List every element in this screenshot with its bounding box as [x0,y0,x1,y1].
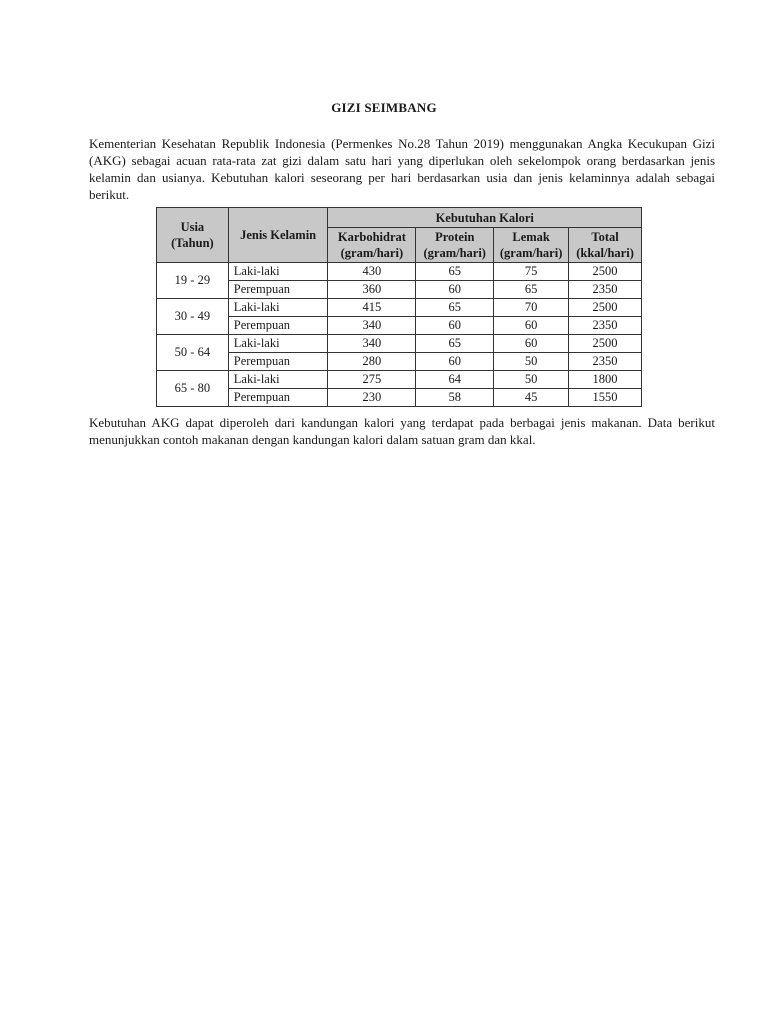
header-karbohidrat [328,228,416,263]
gender-cell: Laki-laki [228,299,328,317]
karbohidrat-cell: 430 [328,263,416,281]
header-jenis-kelamin: Jenis Kelamin [228,208,328,263]
karbohidrat-cell: 340 [328,317,416,335]
total-cell: 2500 [569,299,642,317]
karbohidrat-cell: 340 [328,335,416,353]
header-protein-label: Protein [435,230,475,244]
gender-cell: Perempuan [228,281,328,299]
karbohidrat-cell: 230 [328,389,416,407]
header-usia-label: Usia [180,220,205,234]
protein-cell: 65 [416,299,494,317]
table-row [157,389,642,407]
total-cell: 2350 [569,353,642,371]
lemak-cell: 70 [494,299,569,317]
gender-cell: Perempuan [228,389,328,407]
table-row [157,299,642,317]
total-cell: 1550 [569,389,642,407]
protein-cell: 60 [416,353,494,371]
lemak-cell: 45 [494,389,569,407]
lemak-cell: 65 [494,281,569,299]
header-karbohidrat-label: Karbohidrat [337,230,406,244]
lemak-cell: 75 [494,263,569,281]
usia-cell: 19 - 29 [157,263,229,299]
header-total-unit: (kkal/hari) [576,246,634,260]
total-cell: 2500 [569,263,642,281]
karbohidrat-cell: 275 [328,371,416,389]
akg-table [156,207,642,407]
table-row [157,371,642,389]
gender-cell: Laki-laki [228,335,328,353]
table-row [157,353,642,371]
lemak-cell: 60 [494,317,569,335]
usia-cell: 30 - 49 [157,299,229,335]
karbohidrat-cell: 280 [328,353,416,371]
total-cell: 2350 [569,281,642,299]
protein-cell: 60 [416,281,494,299]
usia-cell: 65 - 80 [157,371,229,407]
closing-paragraph: Kebutuhan AKG dapat diperoleh dari kandungan kalori yang terdapat pada berbagai jenis makanan. Data berikut menunjukkan contoh makanan dengan kandungan kalori dalam satuan gram dan kkal. [89,415,715,447]
header-lemak-unit: (gram/hari) [499,246,563,260]
table-row [157,281,642,299]
lemak-cell: 60 [494,335,569,353]
header-tahun-label: (Tahun) [171,236,214,250]
protein-cell: 58 [416,389,494,407]
lemak-cell: 50 [494,371,569,389]
header-lemak-label: Lemak [512,230,550,244]
header-lemak [494,228,569,263]
gender-cell: Perempuan [228,317,328,335]
intro-paragraph: Kementerian Kesehatan Republik Indonesia (Permenkes No.28 Tahun 2019) menggunakan Angka Kecukupan Gizi (AKG) sebagai acuan rata-rata zat gizi dalam satu hari yang diperlukan oleh sekelompok orang berdasarkan jenis kelamin dan usianya. Kebutuhan kalori seseorang per hari berdasarkan usia dan jenis kelaminnya adalah sebagai berikut. [89,136,715,202]
protein-cell: 64 [416,371,494,389]
total-cell: 2500 [569,335,642,353]
protein-cell: 65 [416,335,494,353]
protein-cell: 60 [416,317,494,335]
header-protein [416,228,494,263]
table-row [157,263,642,281]
lemak-cell: 50 [494,353,569,371]
gender-cell: Laki-laki [228,371,328,389]
header-protein-unit: (gram/hari) [423,246,486,260]
total-cell: 2350 [569,317,642,335]
header-total [569,228,642,263]
usia-cell: 50 - 64 [157,335,229,371]
table-row [157,317,642,335]
total-cell: 1800 [569,371,642,389]
gender-cell: Perempuan [228,353,328,371]
header-karbohidrat-unit: (gram/hari) [340,246,404,260]
header-kebutuhan-kalori: Kebutuhan Kalori [328,208,642,228]
gender-cell: Laki-laki [228,263,328,281]
karbohidrat-cell: 415 [328,299,416,317]
document-title: GIZI SEIMBANG [331,100,437,115]
table-row [157,335,642,353]
header-total-label: Total [591,230,619,244]
karbohidrat-cell: 360 [328,281,416,299]
protein-cell: 65 [416,263,494,281]
header-usia [157,208,229,263]
